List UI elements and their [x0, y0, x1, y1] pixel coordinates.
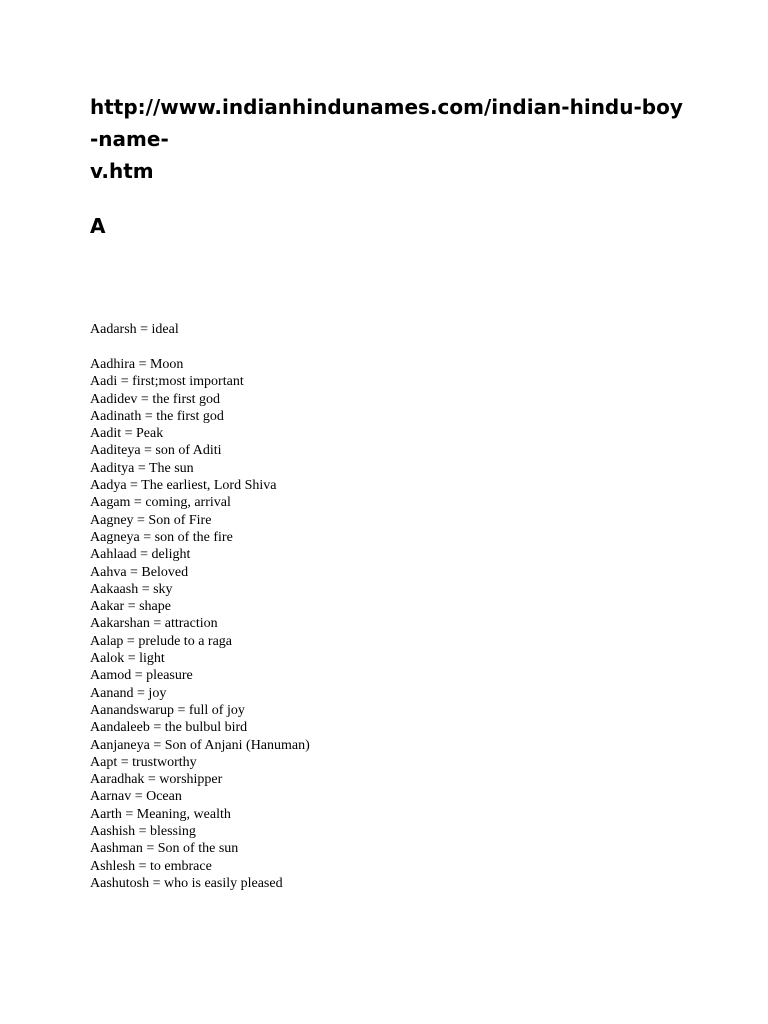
name-entry: Aadidev = the first god: [90, 391, 220, 407]
name-entry: Aagney = Son of Fire: [90, 512, 212, 528]
name-entry: Aakaash = sky: [90, 581, 173, 597]
source-url-line-1: http://www.indianhindunames.com/indian-hindu-boy-name-: [90, 95, 683, 151]
name-entry: Aadi = first;most important: [90, 374, 244, 390]
name-entry: Aalok = light: [90, 651, 165, 667]
name-entry: Aakar = shape: [90, 599, 171, 615]
name-entry: Aamod = pleasure: [90, 668, 193, 684]
name-entry: Aarnav = Ocean: [90, 789, 182, 805]
name-entry: Aandaleeb = the bulbul bird: [90, 720, 248, 736]
name-entry: Aahva = Beloved: [90, 564, 189, 580]
name-entry: Aanand = joy: [90, 685, 167, 701]
name-entry: Aaditya = The sun: [90, 460, 194, 476]
name-entry: Aarth = Meaning, wealth: [90, 806, 231, 822]
name-entry: Aaradhak = worshipper: [90, 772, 223, 788]
name-entry: Aagneya = son of the fire: [90, 529, 233, 545]
source-url-line-2: v.htm: [90, 159, 154, 183]
name-entry: Aaditeya = son of Aditi: [90, 443, 222, 459]
name-entry: Aashish = blessing: [90, 824, 196, 840]
name-entry: Aakarshan = attraction: [90, 616, 218, 632]
name-entry: Aashman = Son of the sun: [90, 841, 239, 857]
name-entry: Aalap = prelude to a raga: [90, 633, 232, 649]
source-url-heading: [90, 91, 690, 187]
name-entry: Ashlesh = to embrace: [90, 858, 212, 874]
section-letter-heading: A: [90, 214, 106, 238]
name-entry: Aapt = trustworthy: [90, 754, 197, 770]
name-entry: Aanjaneya = Son of Anjani (Hanuman): [90, 737, 310, 753]
name-entry-first: Aadarsh = ideal: [90, 322, 179, 337]
name-entry: Aadit = Peak: [90, 426, 164, 442]
name-entry: Aadhira = Moon: [90, 357, 184, 372]
name-entry: Aanandswarup = full of joy: [90, 702, 245, 718]
name-entry: Aadinath = the first god: [90, 408, 224, 424]
name-list: [90, 356, 310, 892]
name-entry: Aagam = coming, arrival: [90, 495, 231, 511]
name-entry: Aashutosh = who is easily pleased: [90, 875, 283, 891]
name-entry: Aahlaad = delight: [90, 547, 191, 563]
name-entry: Aadya = The earliest, Lord Shiva: [90, 478, 277, 494]
